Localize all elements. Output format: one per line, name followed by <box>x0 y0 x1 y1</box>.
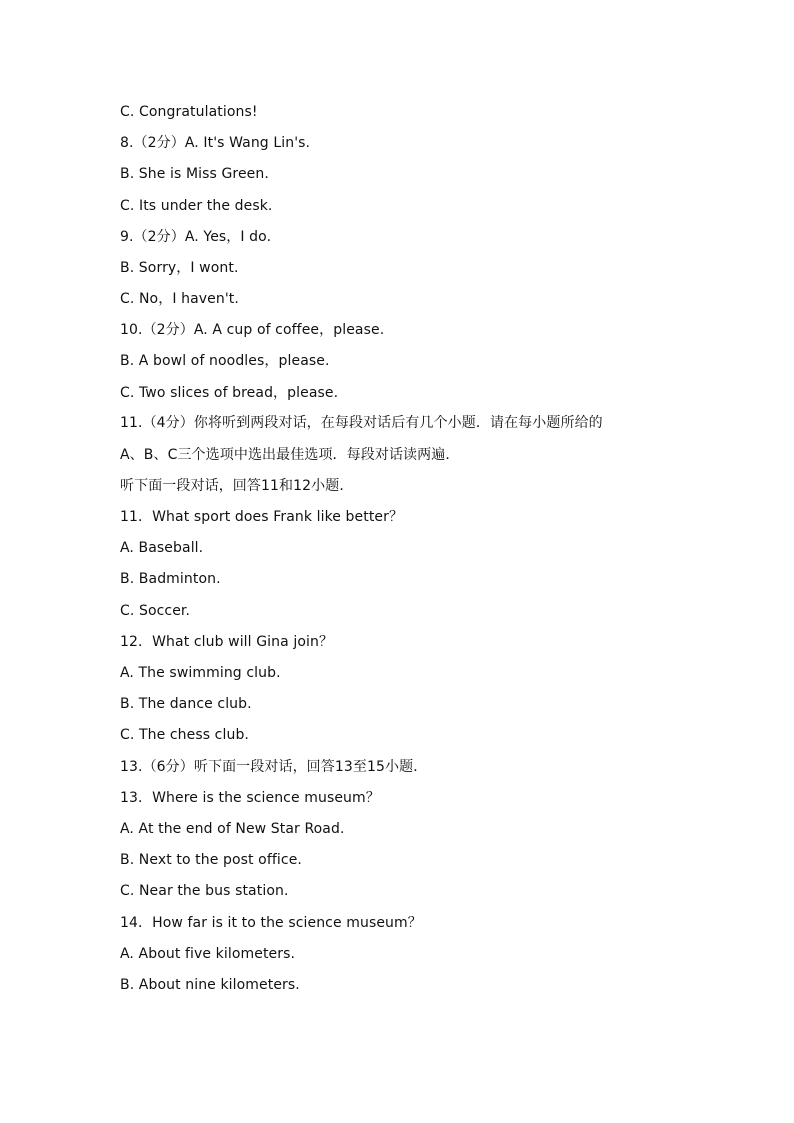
text-line: C. Near the bus station. <box>120 883 289 899</box>
text-line: A. The swimming club. <box>120 665 281 681</box>
text-line: 11.（4分）你将听到两段对话，在每段对话后有几个小题．请在每小题所给的 <box>120 415 603 431</box>
text-line: 听下面一段对话，回答11和12小题． <box>120 478 354 494</box>
text-line: 11．What sport does Frank like better？ <box>120 509 404 525</box>
text-line: C. Congratulations! <box>120 104 258 120</box>
text-line: A. At the end of New Star Road. <box>120 821 345 837</box>
text-line: 9.（2分）A. Yes，I do. <box>120 229 272 245</box>
text-line: B. Badminton. <box>120 571 221 587</box>
text-line: 13.（6分）听下面一段对话，回答13至15小题． <box>120 759 428 775</box>
text-line: B. Next to the post office. <box>120 852 302 868</box>
text-line: B. A bowl of noodles，please. <box>120 353 330 369</box>
text-line: 12．What club will Gina join？ <box>120 634 334 650</box>
text-line: 10.（2分）A. A cup of coffee，please. <box>120 322 385 338</box>
text-line: B. The dance club. <box>120 696 252 712</box>
text-line: A、B、C三个选项中选出最佳选项．每段对话读两遍． <box>120 447 460 463</box>
text-line: B. Sorry，I wont. <box>120 260 239 276</box>
text-line: A. About five kilometers. <box>120 946 296 962</box>
text-line: 13．Where is the science museum？ <box>120 790 380 806</box>
text-line: B. About nine kilometers. <box>120 977 300 993</box>
text-line: C. The chess club. <box>120 727 249 743</box>
text-line: 8.（2分）A. It's Wang Lin's. <box>120 135 311 151</box>
text-line: C. Two slices of bread，please. <box>120 385 339 401</box>
text-line: C. Soccer. <box>120 603 191 619</box>
text-line: B. She is Miss Green. <box>120 166 269 182</box>
text-line: A. Baseball. <box>120 540 204 556</box>
text-line: C. Its under the desk. <box>120 198 273 214</box>
text-line: 14．How far is it to the science museum？ <box>120 915 422 931</box>
text-line: C. No，I haven't. <box>120 291 239 307</box>
